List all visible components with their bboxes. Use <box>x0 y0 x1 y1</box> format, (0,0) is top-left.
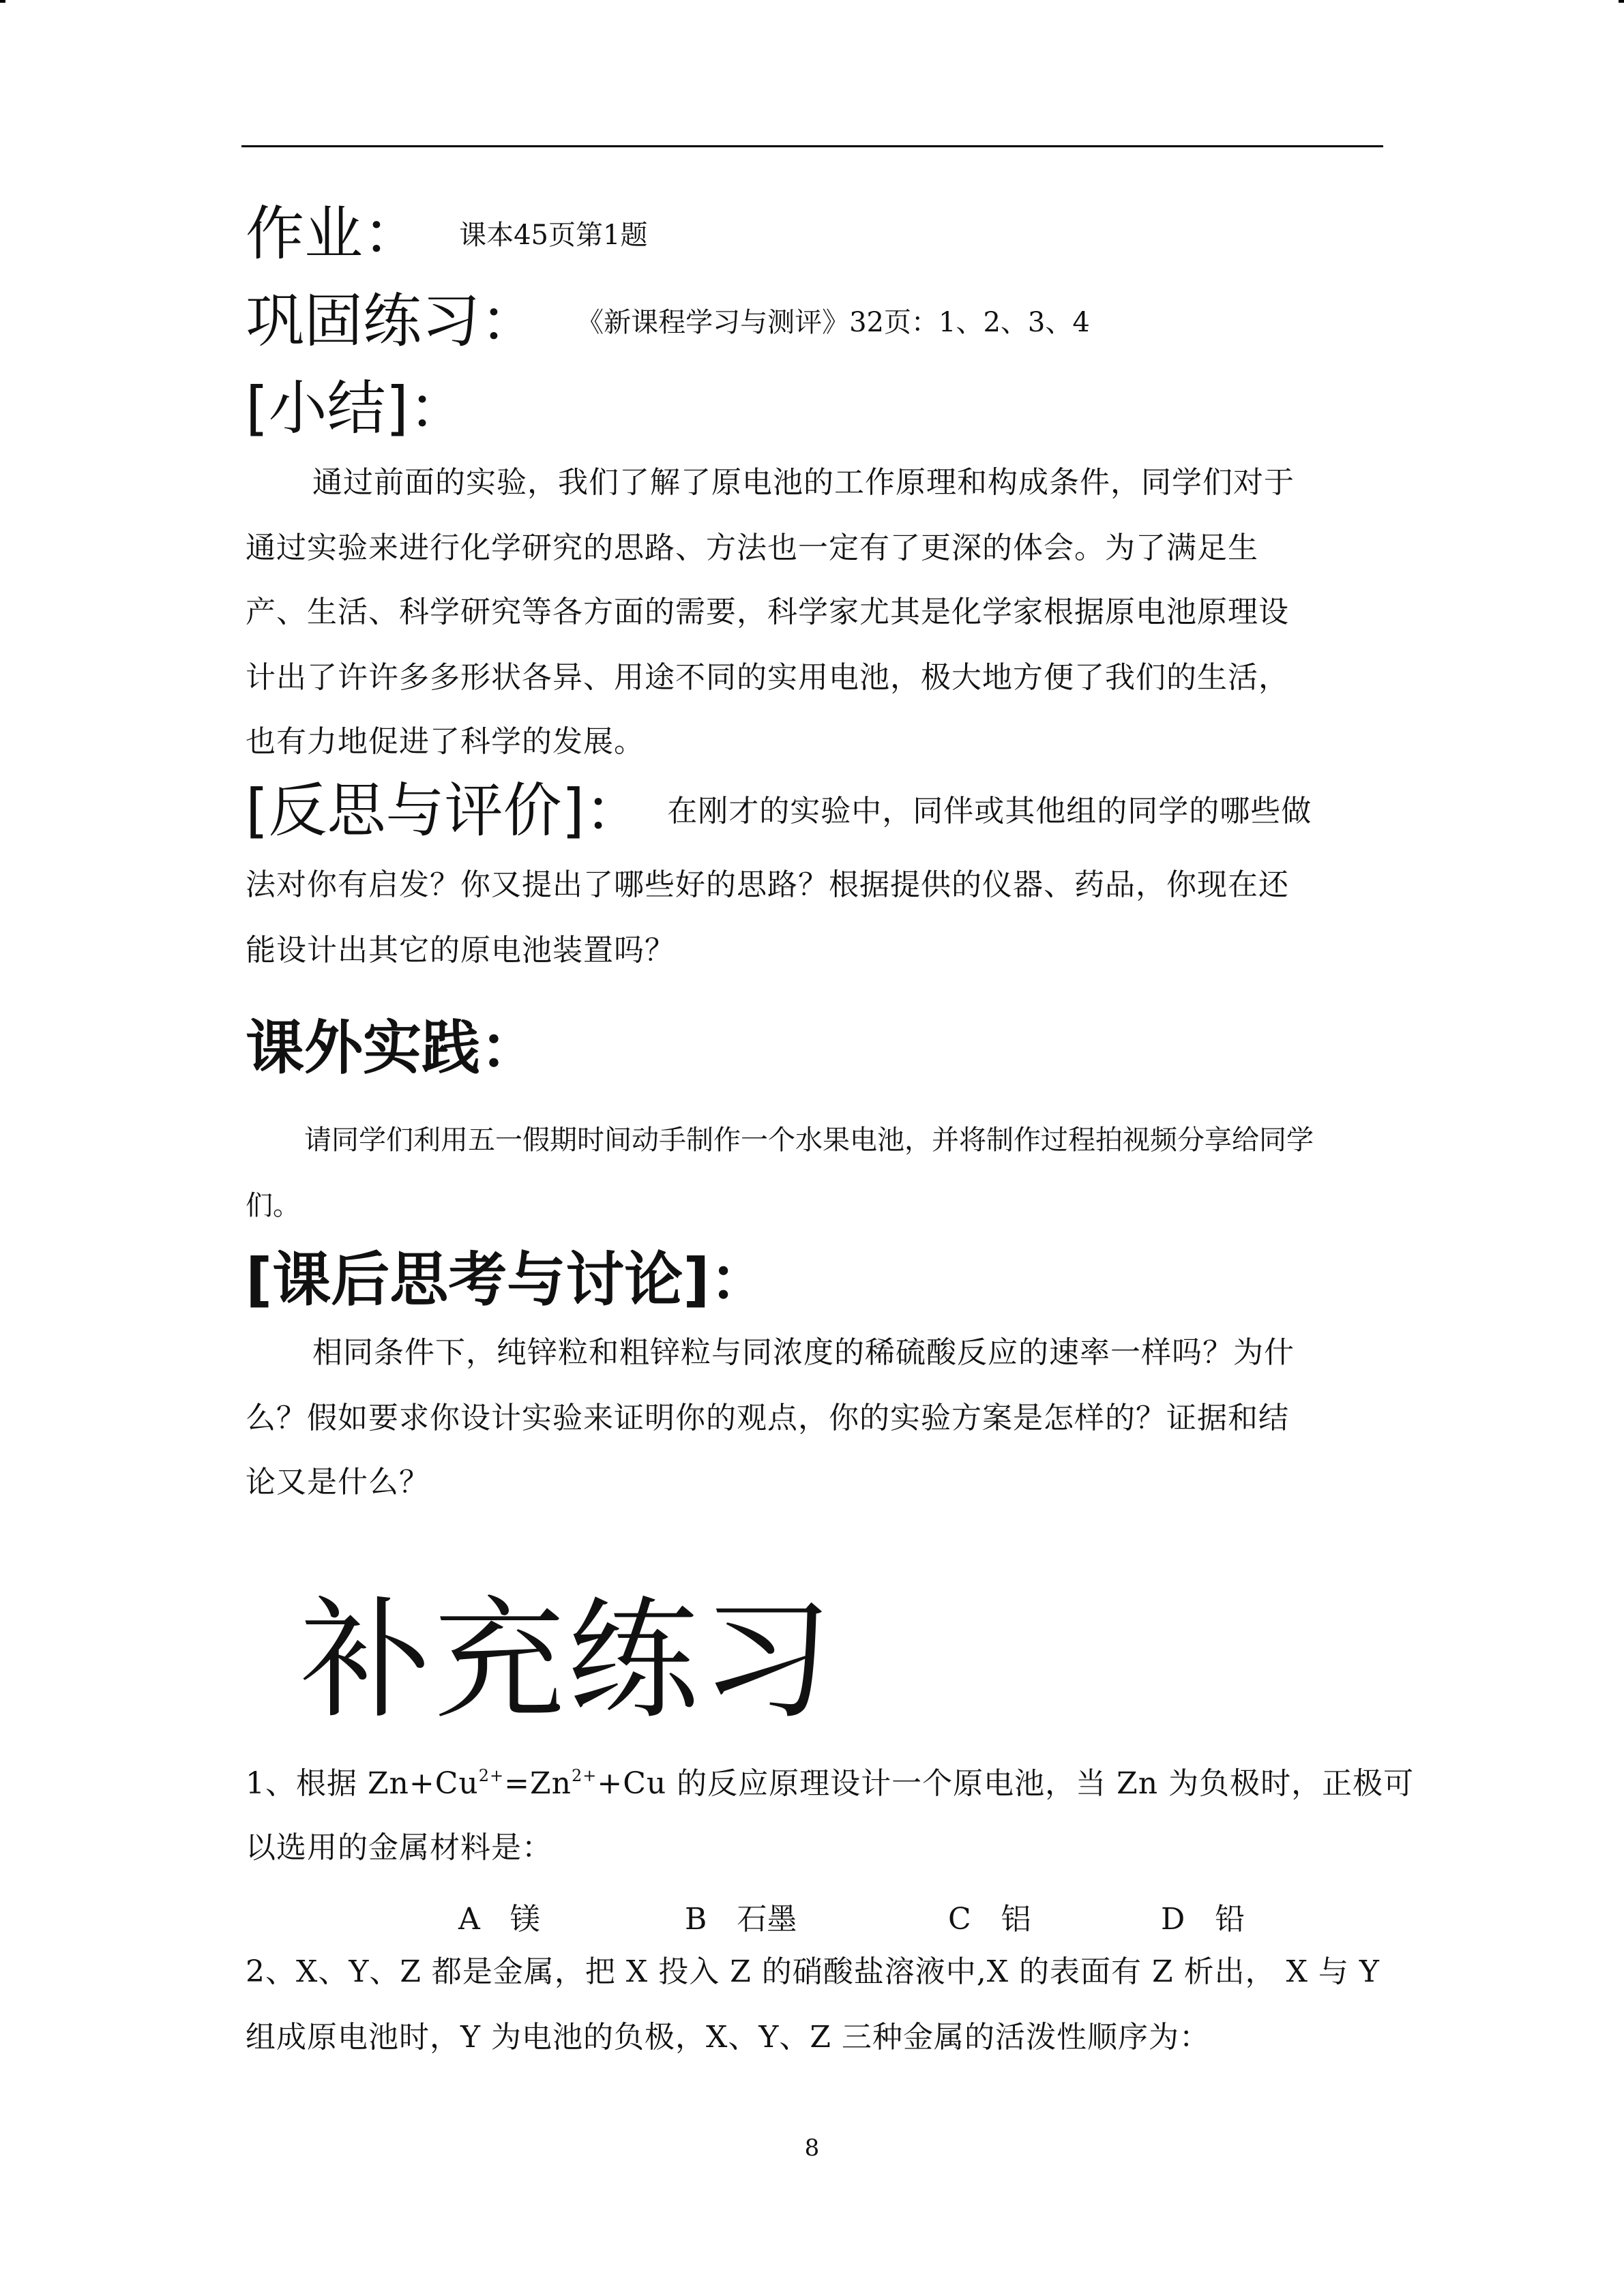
option-c: C 铝 <box>948 1902 1031 1937</box>
option-d: D 铅 <box>1161 1902 1245 1937</box>
reflection-line-2: 法对你有启发？你又提出了哪些好的思路？根据提供的仪器、药品，你现在还 <box>246 867 1289 902</box>
q1-charge-2: 2+ <box>571 1766 597 1785</box>
q1-charge-1: 2+ <box>478 1766 505 1785</box>
practice-line-1: 请同学们利用五一假期时间动手制作一个水果电池，并将制作过程拍视频分享给同学 <box>304 1124 1314 1156</box>
question-2-line-1: 2、X、Y、Z 都是金属，把 X 投入 Z 的硝酸盐溶液中,X 的表面有 Z 析出， X 与 Y <box>246 1954 1380 1989</box>
option-a: A 镁 <box>458 1902 540 1937</box>
supplement-title: 补充练习 <box>300 1585 835 1737</box>
consolidation-label: 巩固练习： <box>246 287 539 355</box>
summary-line-2: 通过实验来进行化学研究的思路、方法也一定有了更深的体会。为了满足生 <box>246 531 1258 565</box>
reflection-text-1: 在刚才的实验中，同伴或其他组的同学的哪些做 <box>667 794 1312 829</box>
homework-line <box>246 200 648 268</box>
q1-suffix: +Cu 的反应原理设计一个原电池，当 Zn 为负极时，正极可 <box>597 1766 1415 1801</box>
page-number: 8 <box>804 2134 820 2162</box>
reflection-line-3: 能设计出其它的原电池装置吗？ <box>246 933 675 968</box>
practice-heading: 课外实践： <box>246 1014 539 1082</box>
page-corner-left <box>0 0 5 3</box>
question-2-line-2: 组成原电池时，Y 为电池的负极，X、Y、Z 三种金属的活泼性顺序为： <box>246 2020 1210 2055</box>
q1-mid: =Zn <box>504 1766 572 1801</box>
summary-line-3: 产、生活、科学研究等各方面的需要，科学家尤其是化学家根据原电池原理设 <box>246 595 1289 629</box>
question-1-line-2: 以选用的金属材料是： <box>246 1830 552 1865</box>
consolidation-line <box>246 287 1090 355</box>
practice-line-2: 们。 <box>246 1190 300 1221</box>
homework-text: 课本45页第1题 <box>459 220 648 251</box>
q1-prefix: 1、根据 Zn+Cu <box>246 1766 479 1801</box>
summary-line-4: 计出了许许多多形状各异、用途不同的实用电池，极大地方便了我们的生活， <box>246 660 1289 695</box>
option-b: B 石墨 <box>685 1902 797 1937</box>
discussion-line-3: 论又是什么？ <box>246 1465 430 1500</box>
discussion-line-1: 相同条件下，纯锌粒和粗锌粒与同浓度的稀硫酸反应的速率一样吗？为什 <box>312 1335 1295 1370</box>
consolidation-text: 《新课程学习与测评》32页：1、2、3、4 <box>576 307 1090 338</box>
reflection-label: [反思与评价]： <box>246 777 644 845</box>
header-rule <box>241 145 1383 147</box>
discussion-heading: [课后思考与讨论]： <box>246 1246 769 1314</box>
reflection-line-1 <box>246 777 1312 845</box>
summary-line-1: 通过前面的实验，我们了解了原电池的工作原理和构成条件，同学们对于 <box>312 465 1295 500</box>
question-1-line-1 <box>246 1768 1414 1799</box>
discussion-line-2: 么？假如要求你设计实验来证明你的观点，你的实验方案是怎样的？证据和结 <box>246 1401 1289 1435</box>
page-corner-right <box>1619 0 1624 3</box>
summary-heading: [小结]： <box>246 374 468 443</box>
summary-line-5: 也有力地促进了科学的发展。 <box>246 724 645 759</box>
homework-label: 作业： <box>246 200 422 268</box>
